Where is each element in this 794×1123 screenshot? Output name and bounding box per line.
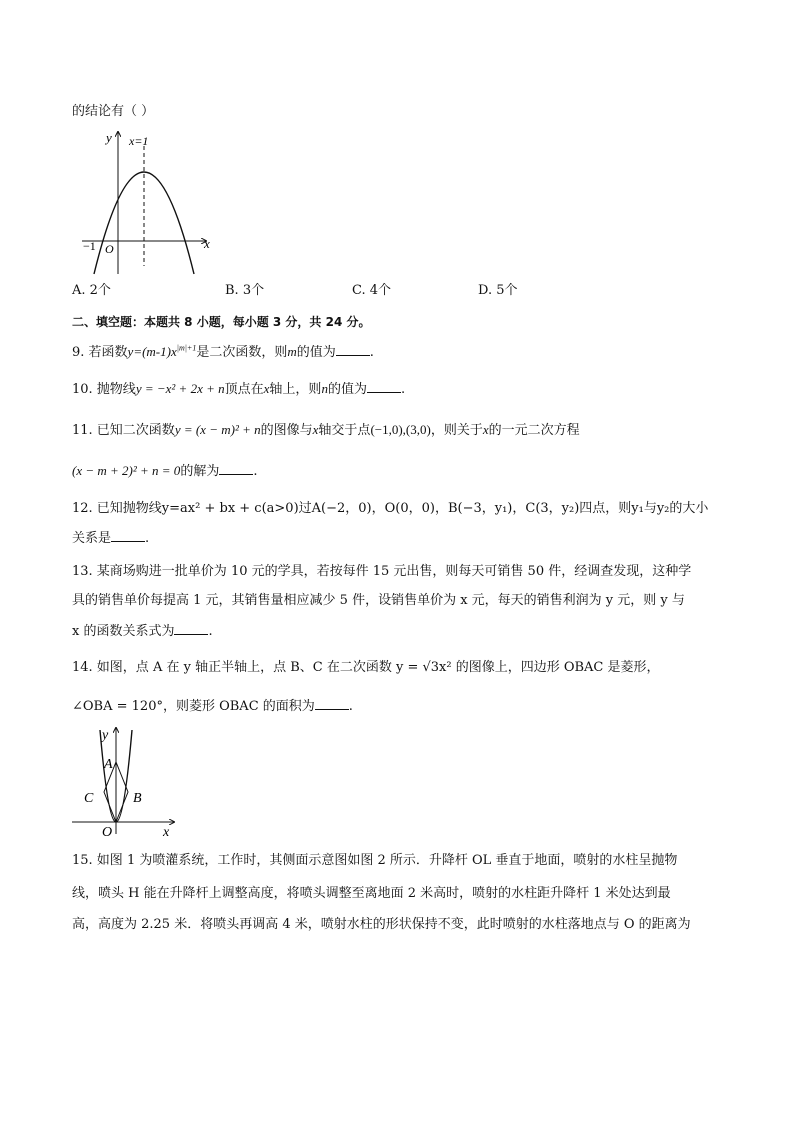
- origin-label: O: [102, 825, 113, 840]
- question-15-line-3: 高，高度为 2.25 米．将喷头再调高 4 米，喷射水柱的形状保持不变，此时喷射的水柱落地点与 O 的距离为: [72, 917, 691, 932]
- q11-suffix: ，则关于: [430, 423, 483, 438]
- y-axis-label: y: [106, 130, 112, 145]
- q13-line3-text: x 的函数关系式为: [72, 624, 175, 639]
- q14-line2-text: ∠OBA = 120°，则菱形 OBAC 的面积为: [72, 699, 315, 714]
- q10-formula: y = −x² + 2x + n: [135, 381, 225, 396]
- q11-axis: x: [312, 422, 319, 437]
- q9-exponent: |m|+1: [176, 343, 197, 353]
- q9-suffix-1: 是二次函数，则: [196, 345, 288, 360]
- x-axis-label: x: [204, 236, 210, 251]
- q9-prefix: 9. 若函数: [72, 345, 128, 360]
- q11-var: x: [482, 422, 489, 437]
- origin-label: O: [105, 242, 114, 256]
- q11-prefix: 11. 已知二次函数: [72, 423, 175, 438]
- q12-answer-blank[interactable]: [111, 529, 145, 542]
- choice-c[interactable]: C. 4个: [352, 283, 392, 298]
- q11-answer-blank[interactable]: [219, 462, 253, 475]
- rhombus-parabola-figure: [70, 724, 182, 840]
- question-13-line-1: 13. 某商场购进一批单价为 10 元的学具，若按每件 15 元出售，则每天可销售 50 件，经调查发现，这种学: [72, 564, 692, 579]
- q11-mid2: 轴交于点: [318, 423, 371, 438]
- point-b-label: B: [133, 791, 142, 806]
- q9-formula: y=(m-1)x: [127, 344, 177, 359]
- question-11-line-1: [72, 421, 580, 440]
- q10-mid2: 轴上，则: [269, 382, 322, 397]
- section-title: 二、填空题：本题共 8 小题，每小题 3 分，共 24 分。: [72, 315, 371, 329]
- q12-line2-text: 关系是: [72, 531, 112, 546]
- question-tail-text: 的结论有（ ）: [72, 104, 155, 119]
- neg-one-label: −1: [83, 239, 96, 253]
- q9-answer-blank[interactable]: [336, 343, 370, 356]
- q13-answer-blank[interactable]: [174, 622, 208, 635]
- point-a-label: A: [104, 757, 113, 772]
- q11-line2-suffix: 的解为: [180, 464, 220, 479]
- q10-prefix: 10. 抛物线: [72, 382, 136, 397]
- question-13-line-2: 具的销售单价每提高 1 元，其销售量相应减少 5 件，设销售单价为 x 元，每天的销售利润为 y 元，则 y 与: [72, 593, 685, 608]
- q10-mid: 顶点在: [224, 382, 264, 397]
- q9-suffix-2: 的值为: [296, 345, 336, 360]
- q11-mid: 的图像与: [260, 423, 313, 438]
- q11-formula-1: y = (x − m)² + n: [174, 422, 261, 437]
- q11-formula-2: (x − m + 2)² + n = 0: [72, 463, 181, 478]
- question-13-line-3: x 的函数关系式为 .: [72, 624, 213, 639]
- question-10: 10. 抛物线y = −x² + 2x + n顶点在x轴上，则n的值为 .: [72, 381, 406, 397]
- q11-end: 的一元二次方程: [488, 423, 580, 438]
- question-12-line-1: 12. 已知抛物线y=ax² + bx + c(a>0)过A(−2，0)，O(0，0)，B(−3，y₁)，C(3，y₂)四点，则y₁与y₂的大小: [72, 501, 709, 516]
- question-9: 9. 若函数$y=(m-1)x^{|m|+1}$是二次函数，则m的值为 .: [72, 343, 374, 360]
- parabola-figure-1: [78, 126, 228, 276]
- choice-a[interactable]: A. 2个: [72, 283, 111, 298]
- question-11-line-2: (x − m + 2)² + n = 0的解为 .: [72, 463, 258, 479]
- q10-suffix: 的值为: [327, 382, 367, 397]
- symmetry-axis-label: x=1: [129, 134, 149, 148]
- q10-axis: x: [263, 381, 270, 396]
- question-15-line-2: 线，喷头 H 能在升降杆上调整高度，将喷头调整至离地面 2 米高时，喷射的水柱距升降杆 1 米处达到最: [72, 886, 671, 901]
- question-12-line-2: 关系是 .: [72, 531, 150, 546]
- question-14-line-2: ∠OBA = 120°，则菱形 OBAC 的面积为 .: [72, 699, 353, 714]
- q11-points: (−1,0),(3,0): [370, 422, 431, 437]
- choice-b[interactable]: B. 3个: [225, 283, 265, 298]
- q14-answer-blank[interactable]: [315, 697, 349, 710]
- point-c-label: C: [84, 791, 94, 806]
- question-15-line-1: 15. 如图 1 为喷灌系统，工作时，其侧面示意图如图 2 所示．升降杆 OL 垂直于地面，喷射的水柱呈抛物: [72, 853, 678, 868]
- question-14-line-1: 14. 如图，点 A 在 y 轴正半轴上，点 B、C 在二次函数 y = √3x² 的图像上，四边形 OBAC 是菱形，: [72, 660, 660, 675]
- x-axis-label: x: [163, 825, 170, 840]
- y-axis-label: y: [102, 728, 109, 743]
- q9-var: m: [287, 344, 297, 359]
- q10-var: n: [321, 381, 328, 396]
- q10-answer-blank[interactable]: [367, 380, 401, 393]
- choice-d[interactable]: D. 5个: [478, 283, 518, 298]
